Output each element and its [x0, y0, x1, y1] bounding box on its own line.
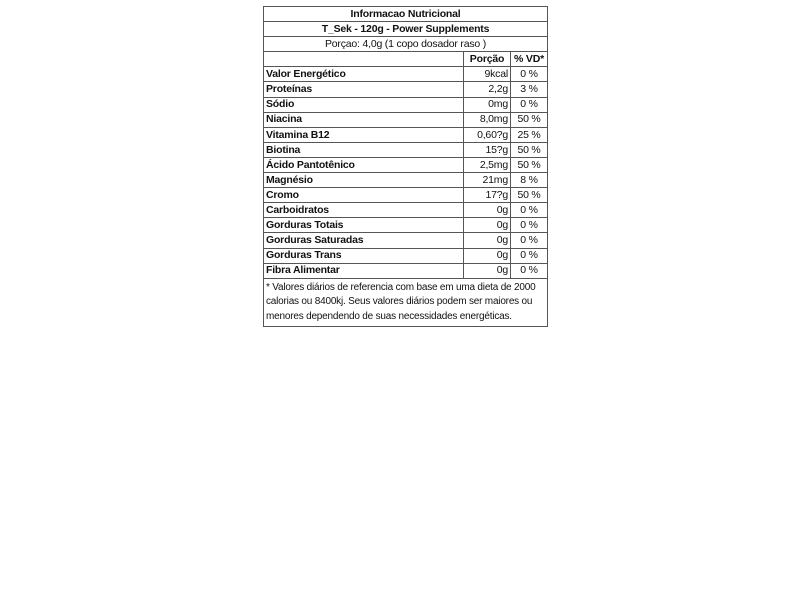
nutrient-name: Gorduras Saturadas [264, 233, 464, 248]
nutrient-vd: 0 % [511, 233, 548, 248]
nutrient-row [264, 203, 548, 218]
nutrient-row [264, 142, 548, 157]
nutrient-row [264, 188, 548, 203]
nutrient-vd: 0 % [511, 218, 548, 233]
nutrient-amount: 0g [464, 233, 511, 248]
header-vd: % VD* [511, 52, 548, 67]
nutrient-name: Carboidratos [264, 203, 464, 218]
nutrient-amount: 0g [464, 248, 511, 263]
title-row [264, 7, 548, 22]
nutrient-name: Valor Energético [264, 67, 464, 82]
nutrient-row [264, 127, 548, 142]
nutrition-facts-table [263, 6, 548, 327]
serving-row [264, 37, 548, 52]
nutrient-name: Cromo [264, 188, 464, 203]
nutrient-vd: 50 % [511, 157, 548, 172]
nutrient-amount: 2,5mg [464, 157, 511, 172]
nutrient-row [264, 218, 548, 233]
nutrient-row [264, 248, 548, 263]
nutrient-row [264, 157, 548, 172]
footnote: * Valores diários de referencia com base em uma dieta de 2000 calorias ou 8400kj. Seus valores diários podem ser maiores ou menores dependendo de suas necessidades energéticas. [264, 278, 548, 327]
nutrient-row [264, 173, 548, 188]
nutrient-amount: 0,60?g [464, 127, 511, 142]
nutrient-name: Magnésio [264, 173, 464, 188]
nutrient-vd: 0 % [511, 97, 548, 112]
nutrient-row [264, 112, 548, 127]
nutrient-vd: 0 % [511, 67, 548, 82]
nutrient-name: Fibra Alimentar [264, 263, 464, 278]
nutrient-vd: 8 % [511, 173, 548, 188]
nutrient-name: Vitamina B12 [264, 127, 464, 142]
nutrient-vd: 0 % [511, 203, 548, 218]
header-row [264, 52, 548, 67]
nutrition-table-body [264, 7, 548, 327]
nutrient-row [264, 67, 548, 82]
nutrient-row [264, 82, 548, 97]
footnote-row [264, 278, 548, 327]
nutrient-vd: 50 % [511, 112, 548, 127]
nutrient-amount: 0mg [464, 97, 511, 112]
nutrient-name: Biotina [264, 142, 464, 157]
nutrient-amount: 2,2g [464, 82, 511, 97]
header-blank [264, 52, 464, 67]
nutrient-vd: 50 % [511, 188, 548, 203]
nutrient-amount: 21mg [464, 173, 511, 188]
nutrient-amount: 8,0mg [464, 112, 511, 127]
header-portion: Porção [464, 52, 511, 67]
nutrient-row [264, 233, 548, 248]
nutrient-amount: 0g [464, 218, 511, 233]
nutrient-name: Gorduras Totais [264, 218, 464, 233]
nutrient-name: Proteínas [264, 82, 464, 97]
nutrient-name: Niacina [264, 112, 464, 127]
nutrient-name: Ácido Pantotênico [264, 157, 464, 172]
nutrient-name: Sódio [264, 97, 464, 112]
nutrient-amount: 0g [464, 203, 511, 218]
product-name: T_Sek - 120g - Power Supplements [264, 22, 548, 37]
serving-size: Porçao: 4,0g (1 copo dosador raso ) [264, 37, 548, 52]
nutrient-vd: 3 % [511, 82, 548, 97]
nutrient-vd: 25 % [511, 127, 548, 142]
product-row [264, 22, 548, 37]
nutrient-vd: 0 % [511, 263, 548, 278]
nutrient-row [264, 263, 548, 278]
nutrient-vd: 50 % [511, 142, 548, 157]
table-title: Informacao Nutricional [264, 7, 548, 22]
nutrient-amount: 15?g [464, 142, 511, 157]
nutrient-name: Gorduras Trans [264, 248, 464, 263]
nutrient-vd: 0 % [511, 248, 548, 263]
nutrient-amount: 17?g [464, 188, 511, 203]
nutrient-amount: 9kcal [464, 67, 511, 82]
nutrient-amount: 0g [464, 263, 511, 278]
nutrient-row [264, 97, 548, 112]
